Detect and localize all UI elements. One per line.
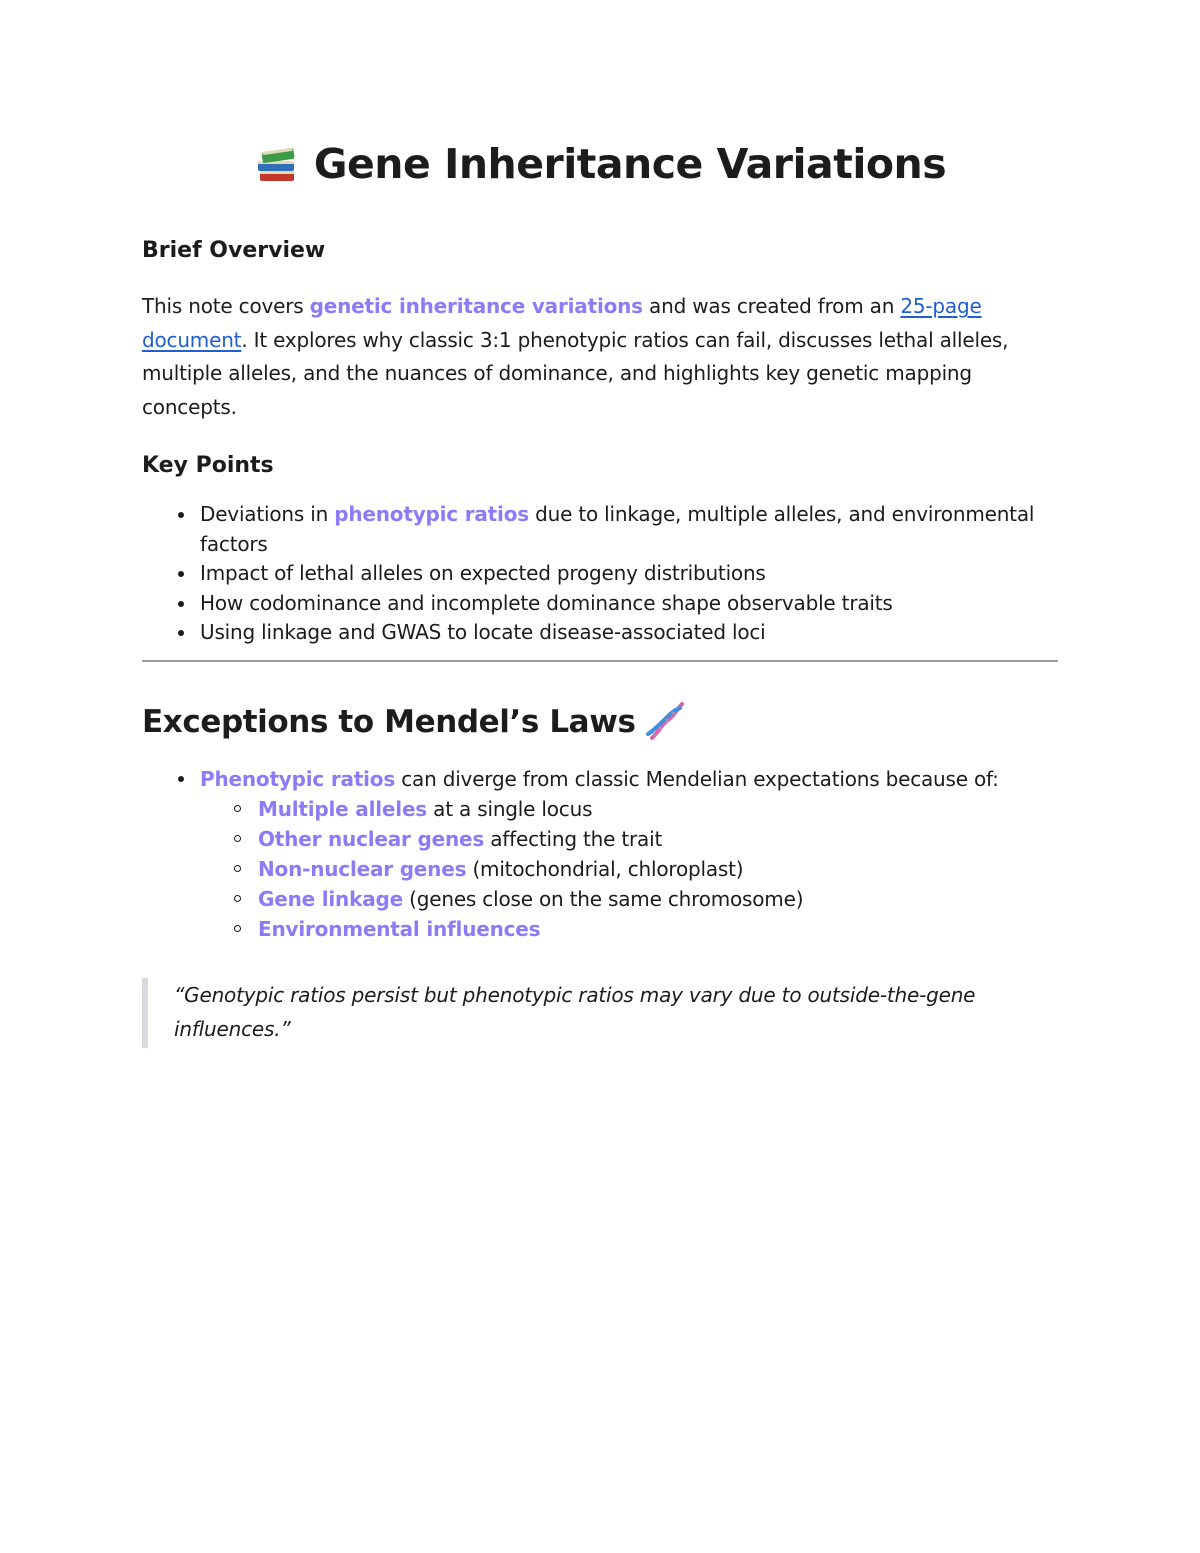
page-title [142, 140, 1058, 188]
key-points-heading: Key Points [142, 453, 274, 478]
overview-paragraph [142, 290, 1042, 424]
sub-list-item [200, 884, 1042, 914]
exceptions-heading-text: Exceptions to Mendel’s Laws [142, 704, 636, 740]
sub-list-item-text: (genes close on the same chromosome) [402, 887, 804, 911]
exceptions-sublist [200, 794, 1042, 944]
highlight-term: Other nuclear genes [258, 827, 485, 851]
highlight-phenotypic-ratios: phenotypic ratios [334, 502, 529, 526]
list-item-text: due to linkage, multiple alleles, and environmental factors [200, 502, 1035, 556]
sub-list-item [200, 824, 1042, 854]
list-item: How codominance and incomplete dominance shape observable traits [142, 589, 1042, 619]
highlight-term: Environmental influences [258, 917, 541, 941]
overview-text-3: . It explores why classic 3:1 phenotypic ratios can fail, discusses lethal alleles, multiple alleles, and the nuances of dominance, and highlights key genetic mapping concepts. [142, 327, 1009, 419]
exceptions-list [142, 764, 1042, 944]
list-item-text: Deviations in [200, 502, 335, 526]
overview-heading: Brief Overview [142, 238, 326, 263]
section-divider [142, 660, 1058, 662]
highlight-term: Gene linkage [258, 887, 403, 911]
highlight-term: Multiple alleles [258, 797, 428, 821]
list-item: Impact of lethal alleles on expected progeny distributions [142, 559, 1042, 589]
document-link[interactable]: 25-page document [142, 294, 982, 352]
exceptions-heading [142, 700, 688, 744]
key-points-list [142, 500, 1042, 648]
dna-icon [644, 700, 688, 744]
sub-list-item [200, 854, 1042, 884]
highlight-genetic-inheritance: genetic inheritance variations [309, 294, 643, 318]
overview-text-1: This note covers [142, 294, 310, 318]
highlight-term: Non-nuclear genes [258, 857, 467, 881]
highlight-phenotypic-ratios: Phenotypic ratios [200, 767, 396, 791]
sub-list-item [200, 794, 1042, 824]
list-item: Using linkage and GWAS to locate disease-associated loci [142, 618, 1042, 648]
title-text: Gene Inheritance Variations [313, 140, 947, 188]
list-item-text: can diverge from classic Mendelian expectations because of: [395, 767, 999, 791]
sub-list-item-text: (mitochondrial, chloroplast) [466, 857, 744, 881]
overview-text-2: and was created from an [642, 294, 901, 318]
books-icon [254, 141, 300, 187]
sub-list-item-text: affecting the trait [484, 827, 663, 851]
sub-list-item [200, 914, 1042, 944]
list-item [142, 500, 1042, 559]
list-item [142, 764, 1042, 944]
sub-list-item-text: at a single locus [427, 797, 593, 821]
blockquote: “Genotypic ratios persist but phenotypic ratios may vary due to outside-the-gene influences.” [142, 978, 1054, 1048]
